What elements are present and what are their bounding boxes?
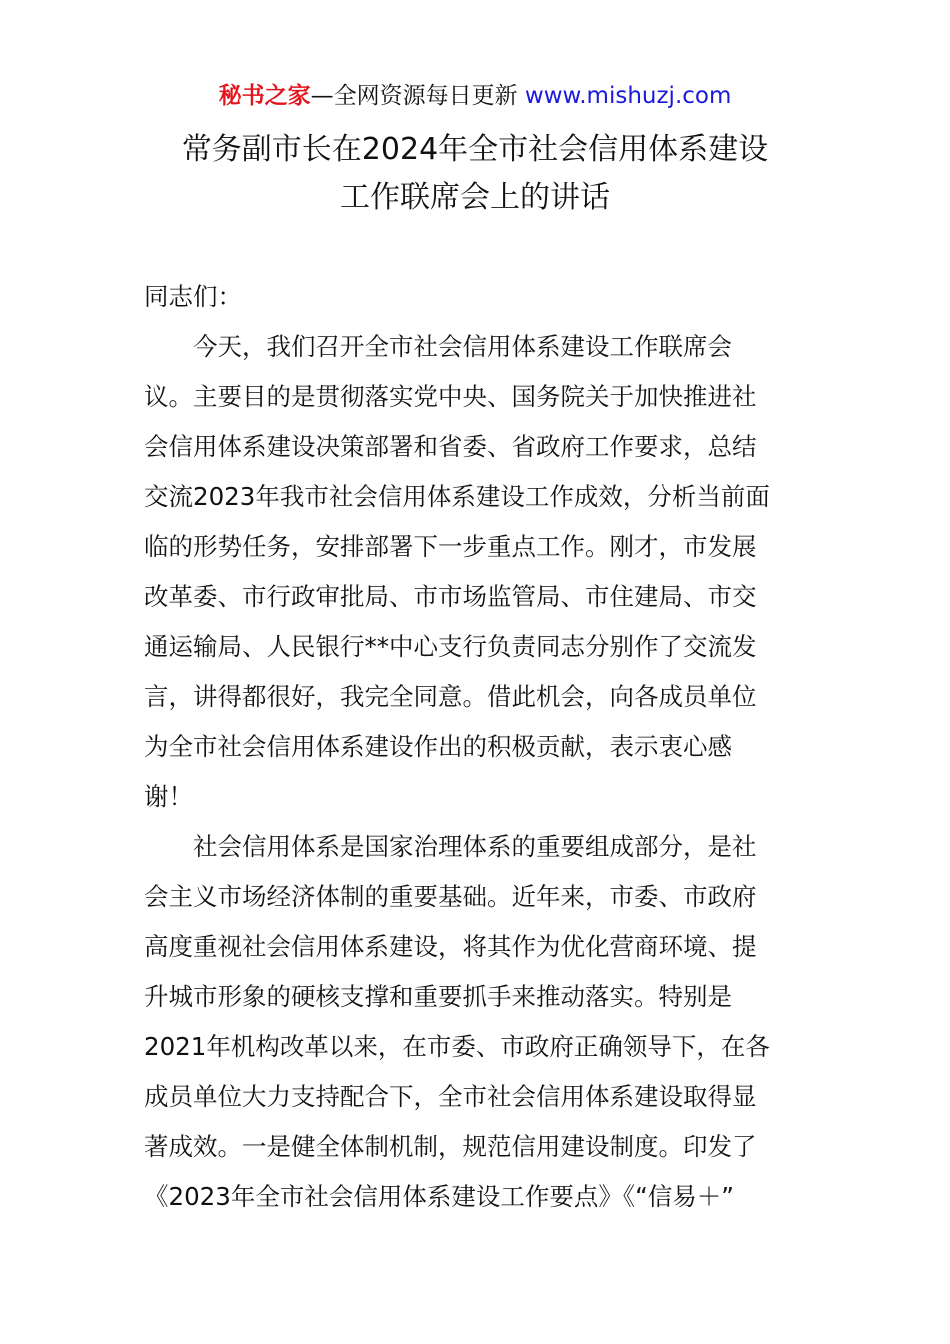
- body-line: 著成效。一是健全体制机制，规范信用建设制度。印发了: [144, 1132, 757, 1161]
- body-line: 高度重视社会信用体系建设，将其作为优化营商环境、提: [144, 932, 757, 961]
- body-line: 为全市社会信用体系建设作出的积极贡献，表示衷心感: [144, 732, 732, 761]
- body-line: 谢！: [144, 782, 193, 811]
- document-title: [0, 126, 950, 222]
- title-line-1: 常务副市长在2024年全市社会信用体系建设: [181, 132, 769, 167]
- body-line: 今天，我们召开全市社会信用体系建设工作联席会: [144, 332, 732, 361]
- body-line: 改革委、市行政审批局、市市场监管局、市住建局、市交: [144, 582, 757, 611]
- body-line: 交流2023年我市社会信用体系建设工作成效，分析当前面: [144, 482, 770, 511]
- body-line: 2021年机构改革以来，在市委、市政府正确领导下，在各: [144, 1032, 770, 1061]
- body-line: 升城市形象的硬核支撑和重要抓手来推动落实。特别是: [144, 982, 732, 1011]
- body-line: 言，讲得都很好，我完全同意。借此机会，向各成员单位: [144, 682, 757, 711]
- document-body: [144, 272, 808, 1222]
- body-line: 成员单位大力支持配合下，全市社会信用体系建设取得显: [144, 1082, 757, 1111]
- body-line: 会主义市场经济体制的重要基础。近年来，市委、市政府: [144, 882, 757, 911]
- body-line: 《2023年全市社会信用体系建设工作要点》《“信易＋”: [144, 1182, 734, 1211]
- brand-name: 秘书之家: [218, 83, 311, 109]
- salutation: 同志们：: [144, 282, 242, 311]
- body-line: 议。主要目的是贯彻落实党中央、国务院关于加快推进社: [144, 382, 757, 411]
- body-line: 社会信用体系是国家治理体系的重要组成部分，是社: [144, 832, 757, 861]
- site-header: [0, 80, 950, 112]
- body-line: 通运输局、人民银行**中心支行负责同志分别作了交流发: [144, 632, 757, 661]
- title-line-2: 工作联席会上的讲话: [340, 180, 610, 215]
- site-url-link[interactable]: www.mishuzj.com: [524, 83, 732, 109]
- body-line: 会信用体系建设决策部署和省委、省政府工作要求，总结: [144, 432, 757, 461]
- body-line: 临的形势任务，安排部署下一步重点工作。刚才，市发展: [144, 532, 757, 561]
- header-tagline: —全网资源每日更新: [310, 83, 525, 109]
